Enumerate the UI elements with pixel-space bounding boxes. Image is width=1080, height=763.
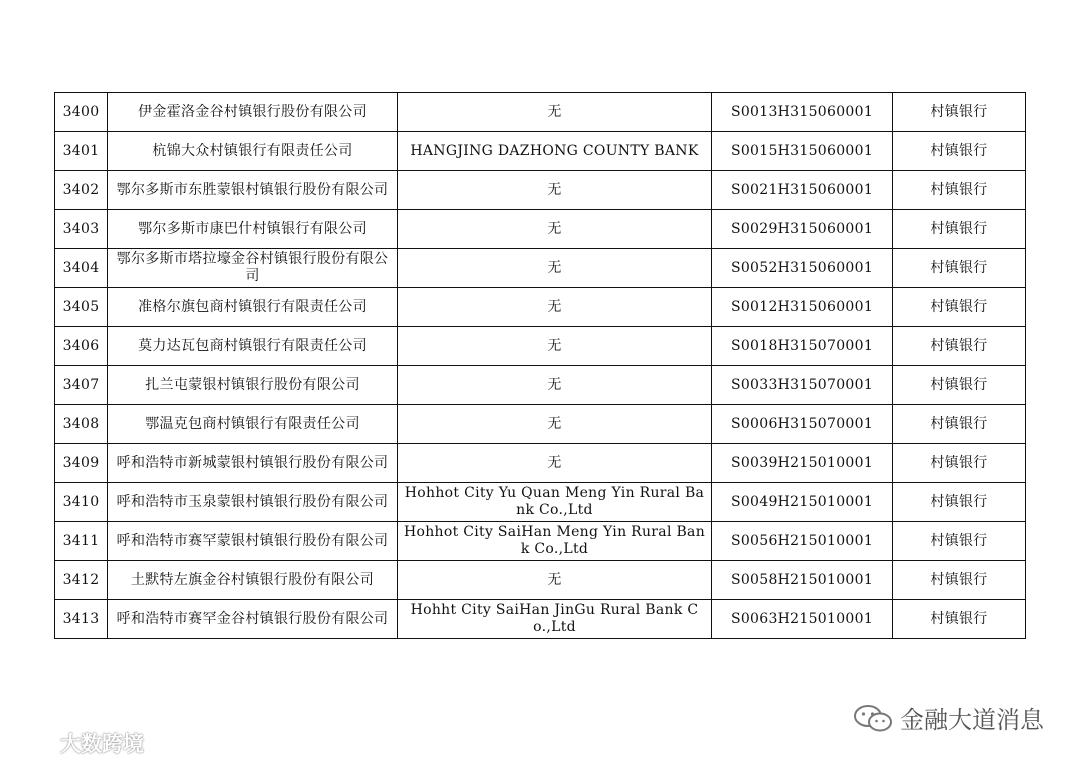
table-row — [55, 444, 1026, 483]
row-number-cell: 3405 — [55, 288, 108, 327]
watermark-right-text: 金融大道消息 — [900, 706, 1044, 734]
bank-type-cell: 村镇银行 — [893, 249, 1026, 288]
bank-name-cell: 鄂尔多斯市东胜蒙银村镇银行股份有限公司 — [108, 171, 398, 210]
english-name-cell: 无 — [398, 93, 712, 132]
table-row — [55, 171, 1026, 210]
institution-code-cell: S0039H215010001 — [712, 444, 893, 483]
bank-type-cell: 村镇银行 — [893, 327, 1026, 366]
english-name-cell: 无 — [398, 444, 712, 483]
table-row — [55, 93, 1026, 132]
english-name-cell: Hohhot City SaiHan Meng Yin Rural Bank Co.,Ltd — [398, 522, 712, 561]
bank-type-cell: 村镇银行 — [893, 288, 1026, 327]
institution-code-cell: S0052H315060001 — [712, 249, 893, 288]
institution-code-cell: S0006H315070001 — [712, 405, 893, 444]
wechat-icon — [852, 703, 894, 733]
bank-name-cell: 伊金霍洛金谷村镇银行股份有限公司 — [108, 93, 398, 132]
row-number-cell: 3403 — [55, 210, 108, 249]
row-number-cell: 3406 — [55, 327, 108, 366]
watermark-right — [852, 700, 1044, 735]
row-number-cell: 3404 — [55, 249, 108, 288]
bank-name-cell: 杭锦大众村镇银行有限责任公司 — [108, 132, 398, 171]
bank-type-cell: 村镇银行 — [893, 171, 1026, 210]
institution-code-cell: S0013H315060001 — [712, 93, 893, 132]
bank-type-cell: 村镇银行 — [893, 483, 1026, 522]
watermark-left — [8, 728, 144, 758]
bank-name-cell: 莫力达瓦包商村镇银行有限责任公司 — [108, 327, 398, 366]
english-name-cell: 无 — [398, 327, 712, 366]
bank-type-cell: 村镇银行 — [893, 405, 1026, 444]
bank-type-cell: 村镇银行 — [893, 132, 1026, 171]
table-row — [55, 405, 1026, 444]
row-number-cell: 3400 — [55, 93, 108, 132]
table-row — [55, 210, 1026, 249]
english-name-cell: 无 — [398, 249, 712, 288]
row-number-cell: 3412 — [55, 561, 108, 600]
bank-name-cell: 呼和浩特市赛罕蒙银村镇银行股份有限公司 — [108, 522, 398, 561]
table-row — [55, 561, 1026, 600]
english-name-cell: Hohht City SaiHan JinGu Rural Bank Co.,Ltd — [398, 600, 712, 639]
bank-type-cell: 村镇银行 — [893, 93, 1026, 132]
row-number-cell: 3402 — [55, 171, 108, 210]
english-name-cell: 无 — [398, 171, 712, 210]
institution-code-cell: S0021H315060001 — [712, 171, 893, 210]
institution-code-cell: S0058H215010001 — [712, 561, 893, 600]
row-number-cell: 3410 — [55, 483, 108, 522]
row-number-cell: 3413 — [55, 600, 108, 639]
bank-name-cell: 鄂温克包商村镇银行有限责任公司 — [108, 405, 398, 444]
institution-code-cell: S0063H215010001 — [712, 600, 893, 639]
institution-code-cell: S0012H315060001 — [712, 288, 893, 327]
bank-type-cell: 村镇银行 — [893, 600, 1026, 639]
bank-name-cell: 鄂尔多斯市塔拉壕金谷村镇银行股份有限公司 — [108, 249, 398, 288]
bank-type-cell: 村镇银行 — [893, 210, 1026, 249]
bank-name-cell: 土默特左旗金谷村镇银行股份有限公司 — [108, 561, 398, 600]
table-row — [55, 327, 1026, 366]
bank-name-cell: 鄂尔多斯市康巴什村镇银行有限公司 — [108, 210, 398, 249]
table-row — [55, 249, 1026, 288]
english-name-cell: 无 — [398, 405, 712, 444]
brand-logo-icon — [8, 730, 56, 756]
table-row — [55, 600, 1026, 639]
english-name-cell: HANGJING DAZHONG COUNTY BANK — [398, 132, 712, 171]
english-name-cell: 无 — [398, 561, 712, 600]
bank-name-cell: 呼和浩特市玉泉蒙银村镇银行股份有限公司 — [108, 483, 398, 522]
table-row — [55, 483, 1026, 522]
institution-code-cell: S0029H315060001 — [712, 210, 893, 249]
row-number-cell: 3409 — [55, 444, 108, 483]
institution-code-cell: S0015H315060001 — [712, 132, 893, 171]
table-body — [55, 93, 1026, 639]
bank-name-cell: 呼和浩特市新城蒙银村镇银行股份有限公司 — [108, 444, 398, 483]
table-row — [55, 522, 1026, 561]
row-number-cell: 3407 — [55, 366, 108, 405]
bank-type-cell: 村镇银行 — [893, 444, 1026, 483]
institution-code-cell: S0056H215010001 — [712, 522, 893, 561]
row-number-cell: 3411 — [55, 522, 108, 561]
table-row — [55, 366, 1026, 405]
table-row — [55, 288, 1026, 327]
bank-type-cell: 村镇银行 — [893, 561, 1026, 600]
english-name-cell: 无 — [398, 288, 712, 327]
bank-list-table — [54, 92, 1026, 639]
bank-type-cell: 村镇银行 — [893, 366, 1026, 405]
english-name-cell: 无 — [398, 210, 712, 249]
bank-name-cell: 扎兰屯蒙银村镇银行股份有限公司 — [108, 366, 398, 405]
bank-name-cell: 准格尔旗包商村镇银行有限责任公司 — [108, 288, 398, 327]
bank-type-cell: 村镇银行 — [893, 522, 1026, 561]
institution-code-cell: S0049H215010001 — [712, 483, 893, 522]
row-number-cell: 3408 — [55, 405, 108, 444]
english-name-cell: 无 — [398, 366, 712, 405]
institution-code-cell: S0033H315070001 — [712, 366, 893, 405]
bank-name-cell: 呼和浩特市赛罕金谷村镇银行股份有限公司 — [108, 600, 398, 639]
table-row — [55, 132, 1026, 171]
watermark-left-text: 大数跨境 — [60, 732, 144, 756]
english-name-cell: Hohhot City Yu Quan Meng Yin Rural Bank Co.,Ltd — [398, 483, 712, 522]
institution-code-cell: S0018H315070001 — [712, 327, 893, 366]
row-number-cell: 3401 — [55, 132, 108, 171]
